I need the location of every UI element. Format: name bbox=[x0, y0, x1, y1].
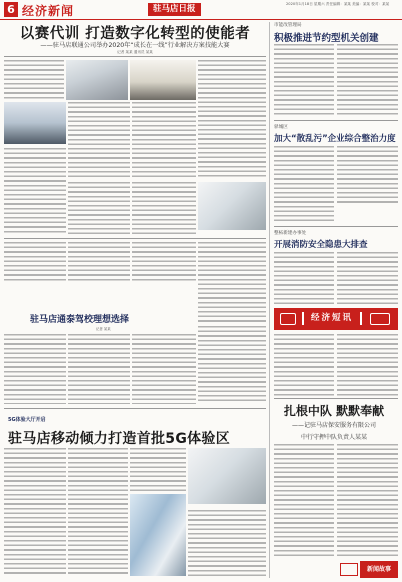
divider bbox=[274, 120, 398, 121]
right-low-text-2 bbox=[337, 252, 398, 304]
divider bbox=[274, 226, 398, 227]
right-top-text-1 bbox=[274, 44, 334, 116]
right-top-headline: 积极推进节约型机关创建 bbox=[274, 33, 379, 44]
bottom-story-headline: 驻马店移动倾力打造首批5G体验区 bbox=[8, 431, 231, 447]
mid-story-headline: 驻马店通泰驾校理想选择 bbox=[30, 315, 130, 325]
feature-headline: 扎根中队 默默奉献 bbox=[283, 404, 385, 418]
feature-text-2 bbox=[337, 444, 398, 558]
feature-text-1 bbox=[274, 444, 334, 558]
section-title: 经济新闻 bbox=[22, 4, 75, 18]
mid-text-3 bbox=[198, 242, 266, 322]
divider bbox=[4, 56, 266, 57]
right-mid-headline: 加大“散乱污”企业综合整治力度 bbox=[274, 134, 396, 144]
publication-info: 2020年1月18日 星期六 责任编辑：某某 美编：某某 校对：某某 bbox=[286, 2, 390, 6]
right-mid-text-2 bbox=[337, 146, 398, 206]
divider bbox=[274, 398, 398, 399]
lead-text-col3b bbox=[132, 182, 196, 234]
column-divider bbox=[269, 22, 270, 578]
feature-subtitle-1: ——记驻马店保安服务有限公司 bbox=[291, 422, 376, 429]
lead-text-col2b bbox=[68, 182, 130, 234]
footer-decor-icon bbox=[340, 563, 358, 576]
mid-text bbox=[68, 242, 130, 282]
bottom-text-col4 bbox=[188, 510, 266, 576]
banner-decor-icon bbox=[370, 313, 390, 325]
lead-photo-3 bbox=[4, 102, 66, 144]
lead-byline: 记者 某某 通讯员 某某 bbox=[117, 50, 153, 54]
banner-label: 经济短讯 bbox=[302, 312, 362, 325]
mid-story-col4 bbox=[198, 326, 266, 404]
lead-text-col2 bbox=[68, 102, 130, 178]
right-top-text-2 bbox=[337, 44, 398, 116]
lead-photo-2 bbox=[130, 60, 196, 100]
lead-photo-4 bbox=[198, 182, 266, 230]
lead-photo-1 bbox=[66, 60, 128, 100]
bottom-text-col3 bbox=[130, 448, 186, 492]
mid-text-2 bbox=[132, 242, 196, 282]
right-low-text-1 bbox=[274, 252, 334, 304]
lead-text-col3 bbox=[132, 102, 196, 178]
bottom-text-col2 bbox=[68, 448, 128, 576]
lead-headline: 以赛代训 打造数字化转型的使能者 bbox=[19, 26, 251, 42]
mid-story-col1 bbox=[4, 334, 66, 404]
right-mid-text-1 bbox=[274, 146, 334, 222]
mid-story-col3 bbox=[132, 334, 196, 404]
footer-logo: 新闻故事 bbox=[360, 561, 398, 578]
lead-text-col1 bbox=[4, 60, 64, 100]
bottom-story-tag: 5G体验大厅开启 bbox=[8, 417, 46, 423]
banner-decor-icon bbox=[280, 313, 296, 325]
lead-text-col1b bbox=[4, 148, 66, 234]
brief-text-1 bbox=[274, 334, 334, 396]
brief-text-2 bbox=[337, 334, 398, 396]
right-mid-tag: 驿城区 bbox=[274, 125, 288, 130]
right-top-tag: 市能改管理局 bbox=[274, 23, 302, 28]
bottom-photo-2 bbox=[188, 448, 266, 504]
right-low-tag: 整柘新建办事处 bbox=[274, 231, 307, 236]
page-header bbox=[0, 0, 402, 20]
right-low-headline: 开展消防安全隐患大排查 bbox=[274, 240, 368, 250]
mid-left-text bbox=[4, 242, 66, 282]
lead-subtitle: ——驻马店联通公司举办2020年“成长在一线”行业解决方案技能大赛 bbox=[40, 42, 230, 49]
masthead-logo: 驻马店日报 bbox=[148, 3, 201, 16]
mid-story-col2 bbox=[68, 334, 130, 404]
feature-subtitle-2: 中行守押中队负责人某某 bbox=[300, 434, 367, 441]
lead-text-col4 bbox=[198, 60, 266, 178]
divider bbox=[4, 408, 266, 409]
page-number: 6 bbox=[4, 2, 18, 17]
bottom-photo-1 bbox=[130, 494, 186, 576]
divider bbox=[4, 238, 266, 239]
mid-story-byline: 记者 某某 bbox=[96, 327, 111, 331]
bottom-text-col1 bbox=[4, 448, 66, 576]
